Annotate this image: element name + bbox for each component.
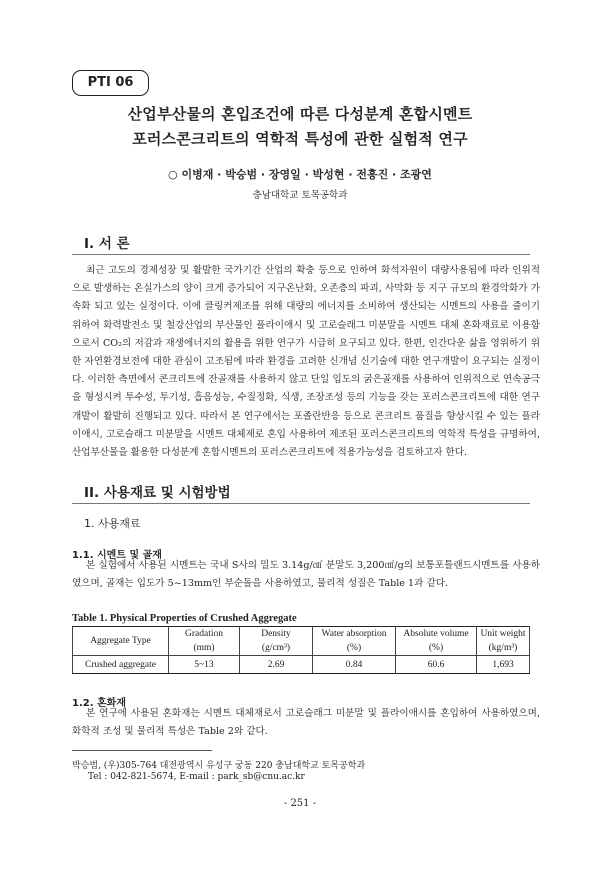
unit-gradation: (mm) (169, 641, 240, 656)
col-unit-weight: Unit weight (477, 627, 530, 642)
cell-unit-weight: 1,693 (477, 656, 530, 674)
title-line-2: 포러스콘크리트의 역학적 특성에 관한 실험적 연구 (132, 130, 468, 148)
unit-density: (g/cm³) (240, 641, 313, 656)
paper-code-tag: PTI 06 (72, 70, 149, 96)
affiliation: 충남대학교 토목공학과 (252, 190, 348, 201)
col-gradation: Gradation (169, 627, 240, 642)
subsection-1-2-heading: 1.2. 혼화재 (72, 698, 126, 709)
table-row (73, 656, 530, 674)
section-2-heading: II. 사용재료 및 시험방법 (84, 485, 231, 501)
admixture-paragraph (72, 705, 540, 741)
cell-absolute-volume: 60.6 (396, 656, 477, 674)
col-absolute-volume: Absolute volume (396, 627, 477, 642)
introduction-paragraph (72, 262, 540, 462)
page-number: - 251 - (283, 798, 317, 809)
table-1-caption: Table 1. Physical Properties of Crushed Aggregate (72, 613, 297, 624)
cement-aggregate-text: 본 실험에서 사용된 시멘트는 국내 S사의 밀도 3.14g/㎤ 분말도 3,200㎠/g의 보통포틀랜드시멘트를 사용하였으며, 골재는 입도가 5~13mm인 부순돌을 사용하였고, 물리적 성질은 Table 1과 같다. (72, 560, 540, 590)
col-water-absorption: Water absorption (313, 627, 396, 642)
unit-absolute-volume: (%) (396, 641, 477, 656)
col-aggregate-type: Aggregate Type (73, 627, 169, 656)
introduction-text: 최근 고도의 경제성장 및 활발한 국가기간 산업의 확충 등으로 인하여 화석자원이 대량사용됨에 따라 인위적으로 발생하는 온실가스의 양이 크게 증가되어 지구온난화, 오존층의 파괴, 사막화 등 지구 규모의 환경악화가 가속화 되고 있는 실정이다. 이에 클링커제조를 위해 대량의 에너지를 소비하여 생산되는 시멘트의 사용을 줄이기 위하여 화력발전소 및 철강산업의 부산물인 플라이애시 및 고로슬래그 미분말을 시멘트 대체 혼화재료로 이용함으로서 CO₂의 저감과 재생에너지의 활용을 위한 연구가 시급히 요구되고 있다. 한편, 인간다운 삶을 영위하기 위한 자연환경보전에 대한 관심이 고조됨에 따라 환경을 고려한 신개념 신기술에 대한 연구개발이 요구되는 실정이다. 이러한 측면에서 콘크리트에 잔골재를 사용하지 않고 단일 입도의 굵은골재를 사용하여 인위적으로 연속공극을 형성시켜 투수성, 투기성, 흡음성능, 수질정화, 식생, 조장조성 등의 기능을 갖는 포러스콘크리트에 대한 연구개발이 활발히 진행되고 있다. 따라서 본 연구에서는 포졸란반응 등으로 콘크리트 품질을 향상시킬 수 있는 플라이애시, 고로슬래그 미분말을 시멘트 대체제로 혼입 사용하여 제조된 포러스콘크리트의 역학적 특성을 규명하여, 산업부산물을 활용한 다성분계 혼합시멘트의 포러스콘크리트에 적용가능성을 검토하고자 한다. (72, 265, 540, 459)
cell-aggregate-type: Crushed aggregate (73, 656, 169, 674)
footnote-contact: Tel : 042-821-5674, E-mail : park_sb@cnu.ac.kr (88, 772, 305, 782)
subsection-1-heading: 1. 사용재료 (84, 517, 141, 530)
subsection-1-1-heading: 1.1. 시멘트 및 골재 (72, 550, 162, 561)
title-line-1: 산업부산물의 혼입조건에 따른 다성분계 혼합시멘트 (127, 105, 473, 123)
section-1-heading: I. 서 론 (84, 236, 130, 252)
section-2-rule (72, 503, 530, 504)
cell-water-absorption: 0.84 (313, 656, 396, 674)
table-1 (72, 626, 530, 674)
unit-water-absorption: (%) (313, 641, 396, 656)
unit-unit-weight: (kg/m³) (477, 641, 530, 656)
cell-gradation: 5~13 (169, 656, 240, 674)
author-list: ○ 이병재 · 박승범 · 장영일 · 박성현 · 전흥진 · 조광연 (168, 168, 432, 181)
col-density: Density (240, 627, 313, 642)
section-1-rule (72, 254, 530, 255)
footnote-address: 박승범, (우)305-764 대전광역시 유성구 궁동 220 충남대학교 토목공학과 (72, 761, 366, 771)
cement-aggregate-paragraph (72, 557, 540, 593)
footnote-rule (72, 750, 212, 751)
admixture-text: 본 연구에 사용된 혼화재는 시멘트 대체재로서 고로슬래그 미분말 및 플라이애시를 혼입하여 사용하였으며, 화학적 조성 및 물리적 특성은 Table 2와 같다. (72, 708, 540, 738)
cell-density: 2.69 (240, 656, 313, 674)
